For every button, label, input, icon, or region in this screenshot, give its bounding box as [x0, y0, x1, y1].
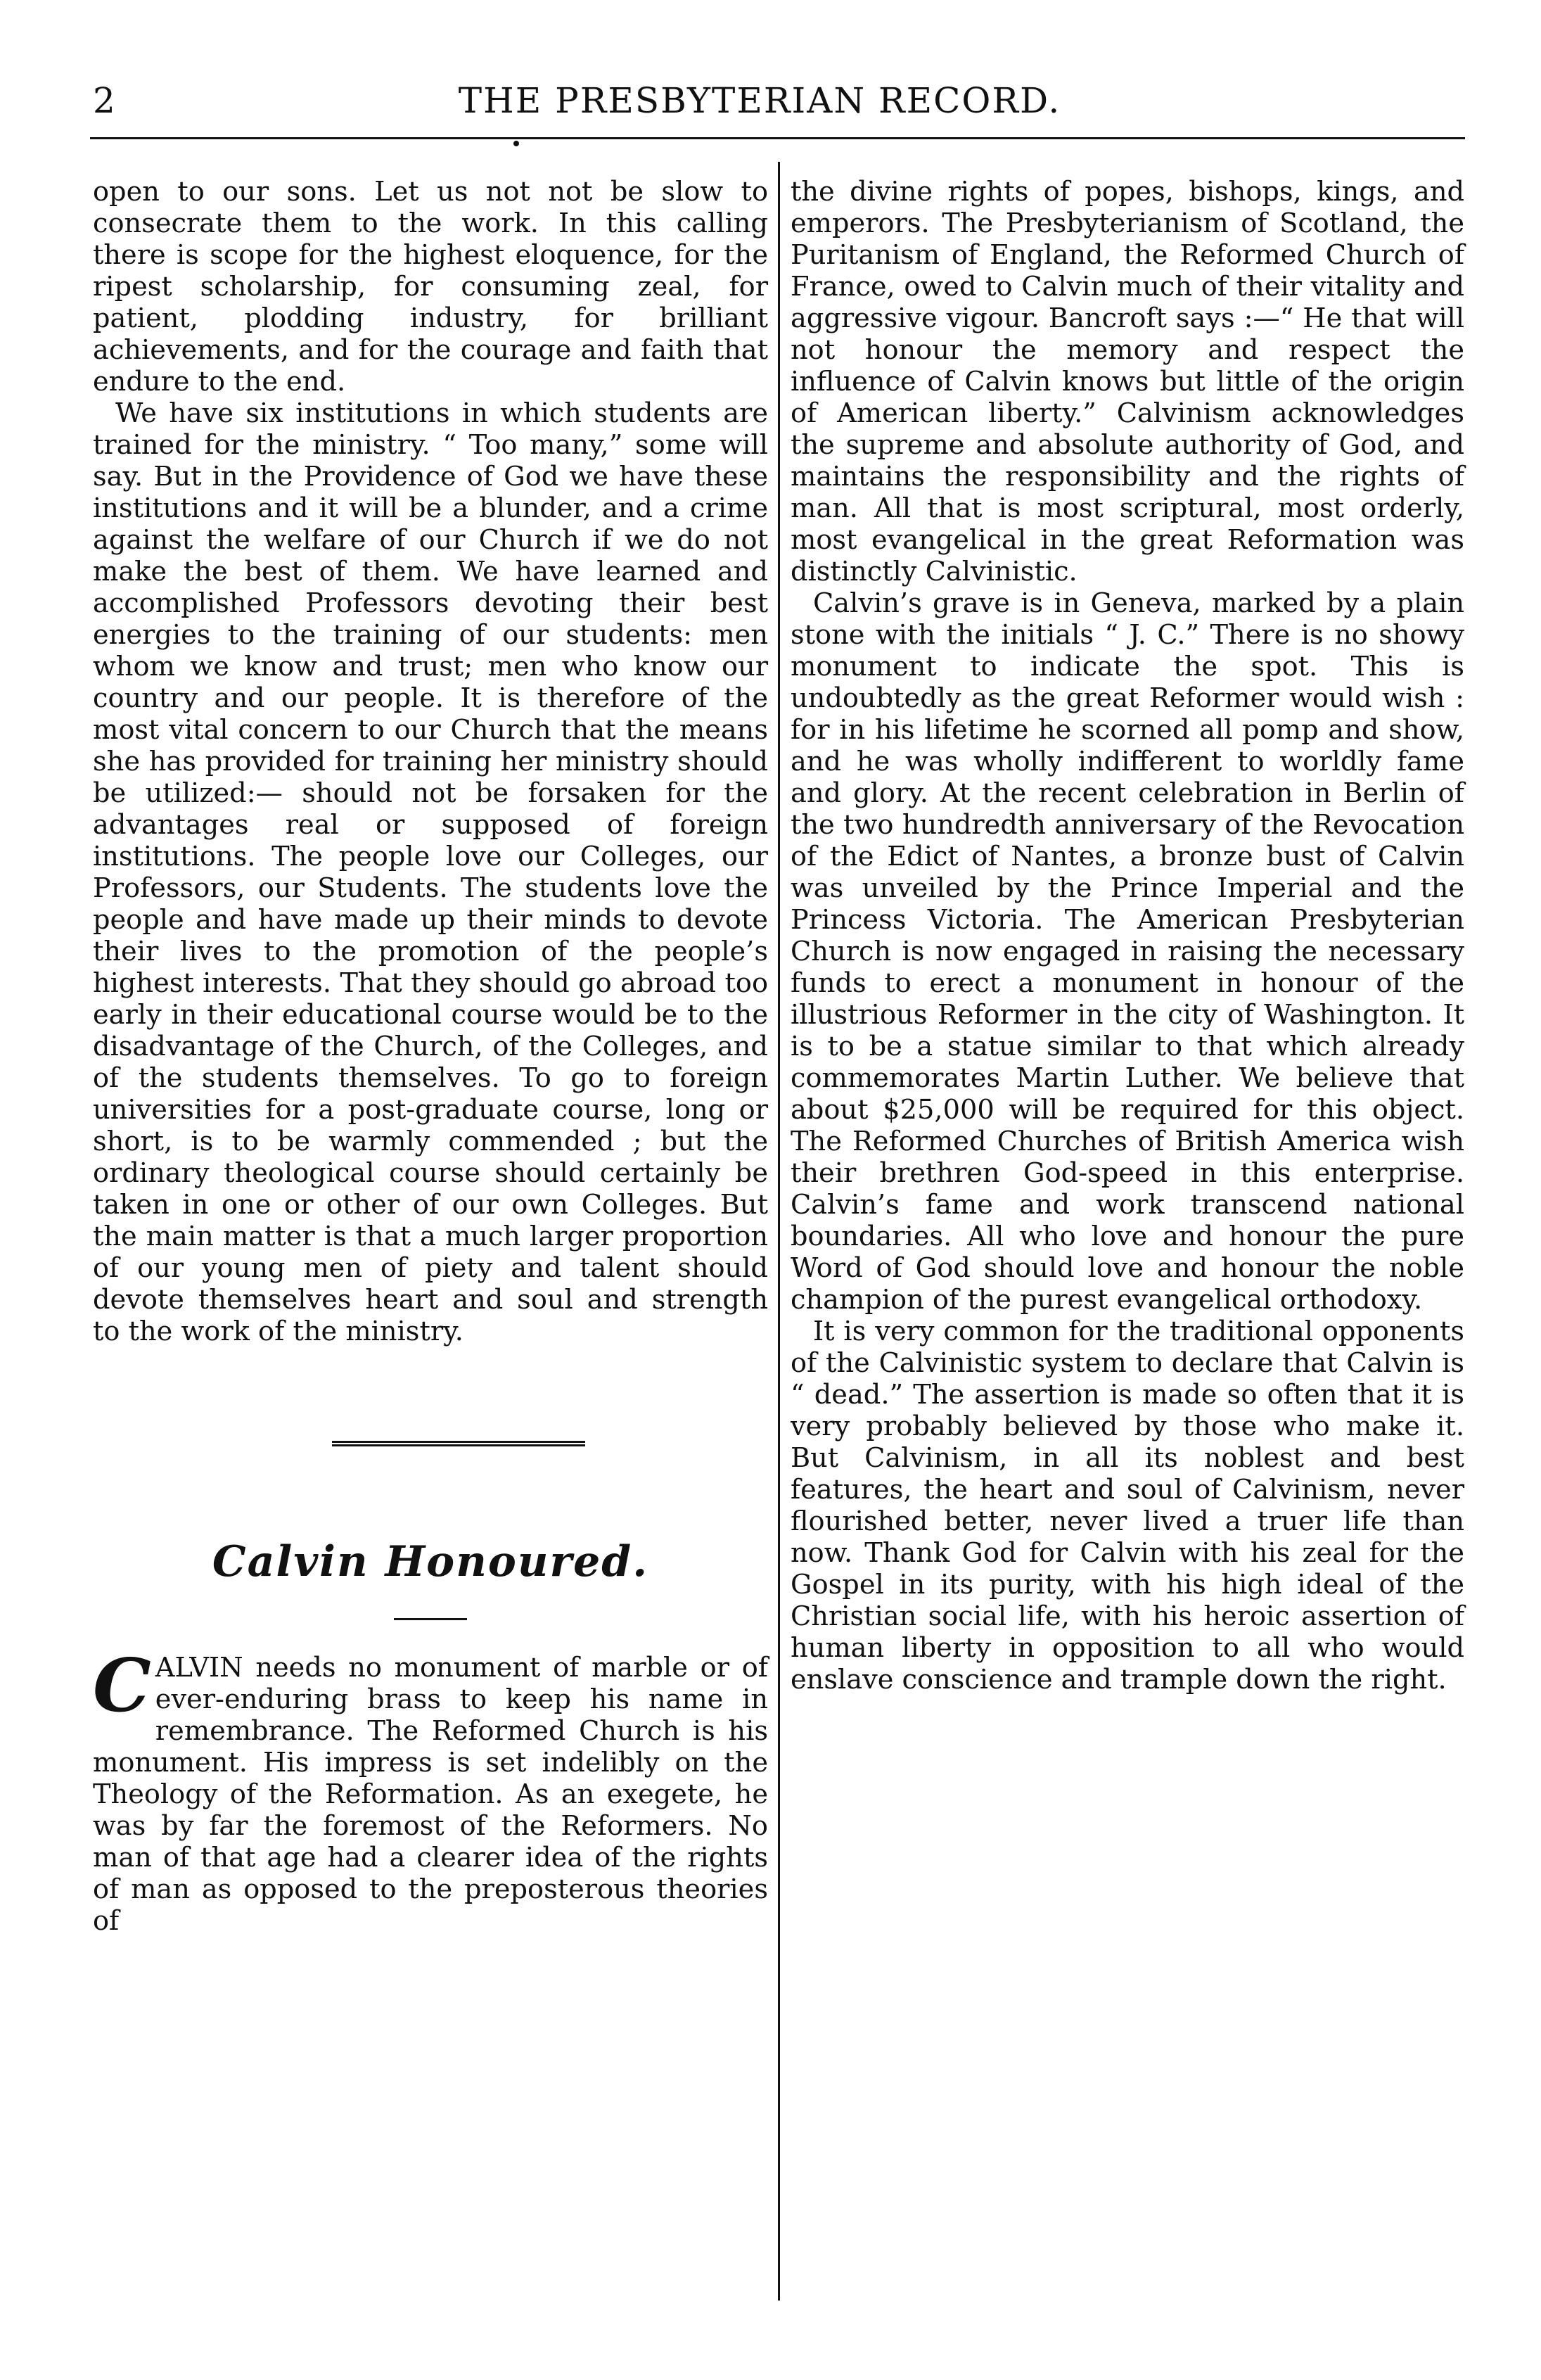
double-rule	[332, 1441, 585, 1446]
right-column	[791, 176, 1464, 1695]
article-continuation-paragraph: open to our sons. Let us not not be slow to consecrate them to the work. In this calling there is scope for the highest eloquence, for the ripest scholarship, for consuming zeal, for patient, plodding industry, for brilliant achievements, and for the courage and faith that endure to the end.	[93, 176, 768, 397]
article-opening-paragraph	[93, 1642, 768, 1937]
article-separator	[93, 1347, 768, 1537]
running-title: THE PRESBYTERIAN RECORD.	[458, 80, 1061, 121]
ornament-dot	[513, 141, 519, 146]
article-title: Calvin Honoured.	[212, 1537, 649, 1586]
grave-paragraph: Calvin’s grave is in Geneva, marked by a plain stone with the initials “ J. C.” There is no showy monument to indicate the spot. This is undoubtedly as the great Reformer would wish : for in his lifetime he scorned all pomp and show, and he was wholly indifferent to worldly fame and glory. At the recent celebration in Berlin of the two hundredth anniversary of the Revocation of the Edict of Nantes, a bronze bust of Calvin was unveiled by the Prince Imperial and the Princess Victoria. The American Presbyterian Church is now engaged in raising the necessary funds to erect a monument in honour of the illustrious Reformer in the city of Washington. It is to be a statue similar to that which already commemorates Martin Luther. We believe that about $25,000 will be required for this object. The Reformed Churches of British America wish their brethren God-speed in this enterprise. Calvin’s fame and work transcend national boundaries. All who love and honour the pure Word of God should love and honour the noble champion of the purest evangelical orthodoxy.	[791, 587, 1464, 1316]
header-rule	[90, 137, 1465, 139]
dead-assertion-paragraph: It is very common for the traditional opponents of the Calvinistic system to declare that Calvin is “ dead.” The assertion is made so often that it is very probably believed by those who make it. But Calvinism, in all its noblest and best features, the heart and soul of Calvinism, never flourished better, never lived a truer life than now. Thank God for Calvin with his zeal for the Gospel in its purity, with his high ideal of the Christian social life, with his heroic assertion of human liberty in opposition to all who would enslave conscience and trample down the right.	[791, 1316, 1464, 1695]
article-opening-text: ALVIN needs no monument of marble or of ever-enduring brass to keep his name in remembrance. The Reformed Church is his monument. His impress is set indelibly on the Theology of the Reformation. As an exegete, he was by far the foremost of the Reformers. No man of that age had a clearer idea of the rights of man as opposed to the preposterous theories of	[93, 1652, 768, 1937]
drop-cap: C	[93, 1642, 151, 1729]
column-divider	[778, 162, 780, 2301]
calvinism-paragraph: the divine rights of popes, bishops, kings, and emperors. The Presbyterianism of Scotland, the Puritanism of England, the Reformed Church of France, owed to Calvin much of their vitality and aggressive vigour. Bancroft says :—“ He that will not honour the memory and respect the influence of Calvin knows but little of the origin of American liberty.” Calvinism acknowledges the supreme and absolute authority of God, and maintains the responsibility and the rights of man. All that is most scriptural, most orderly, most evangelical in the great Reformation was distinctly Calvinistic.	[791, 176, 1464, 587]
institutions-paragraph: We have six institutions in which students are trained for the ministry. “ Too many,” some will say. But in the Providence of God we have these institutions and it will be a blunder, and a crime against the welfare of our Church if we do not make the best of them. We have learned and accomplished Professors devoting their best energies to the training of our students: men whom we know and trust; men who know our country and our people. It is therefore of the most vital concern to our Church that the means she has provided for training her ministry should be utilized:— should not be forsaken for the advantages real or supposed of foreign institutions. The people love our Colleges, our Professors, our Students. The students love the people and have made up their minds to devote their lives to the promotion of the people’s highest interests. That they should go abroad too early in their educational course would be to the disadvantage of the Church, of the Colleges, and of the students themselves. To go to foreign universities for a post-graduate course, long or short, is to be warmly commended ; but the ordinary theological course should certainly be taken in one or other of our own Colleges. But the main matter is that a much larger proportion of our young men of piety and talent should devote themselves heart and soul and strength to the work of the ministry.	[93, 397, 768, 1347]
title-rule	[394, 1618, 467, 1620]
page-number: 2	[93, 80, 115, 121]
left-column	[93, 176, 768, 1937]
page-header	[0, 0, 1541, 141]
